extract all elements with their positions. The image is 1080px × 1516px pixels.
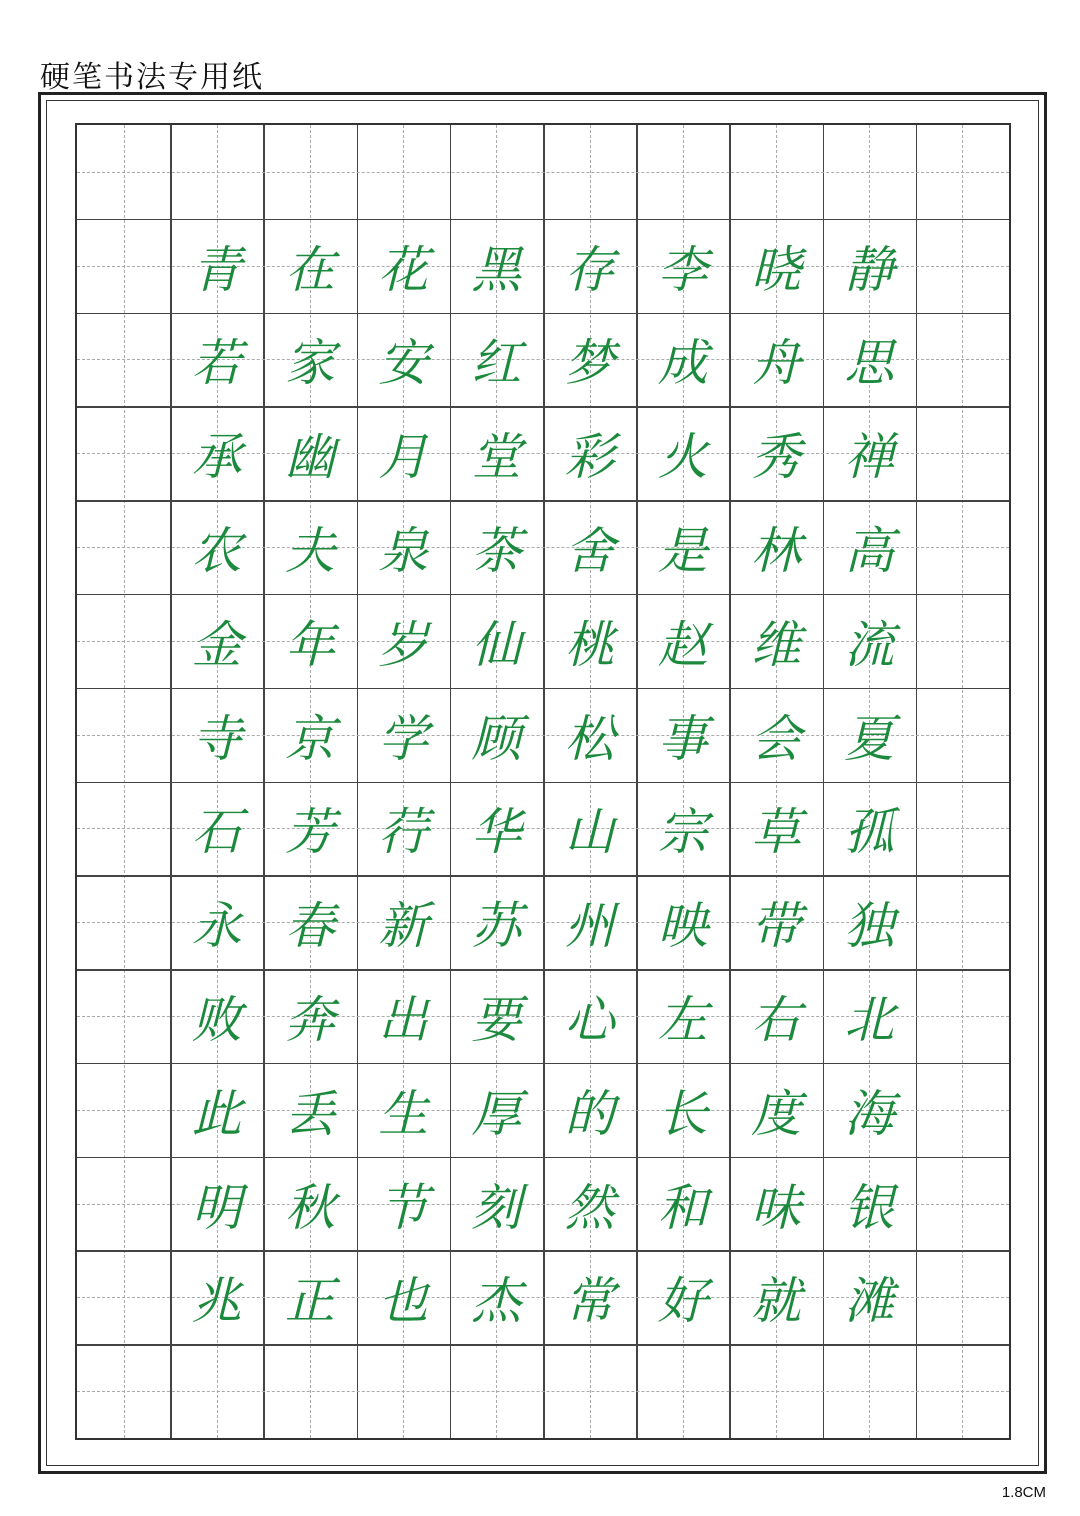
calligraphy-character: 李 [657, 240, 708, 299]
calligraphy-character: 银 [844, 1178, 895, 1237]
calligraphy-character: 永 [191, 897, 242, 956]
calligraphy-character: 长 [657, 1084, 708, 1143]
calligraphy-character: 孤 [844, 803, 895, 862]
calligraphy-character: 独 [844, 897, 895, 956]
calligraphy-character: 安 [378, 334, 429, 393]
calligraphy-character: 宗 [657, 803, 708, 862]
calligraphy-character: 节 [378, 1178, 429, 1237]
calligraphy-character: 映 [657, 897, 708, 956]
calligraphy-character: 心 [564, 990, 615, 1049]
calligraphy-character: 北 [844, 990, 895, 1049]
calligraphy-character: 味 [750, 1178, 801, 1237]
calligraphy-character: 花 [378, 240, 429, 299]
calligraphy-character: 苏 [471, 897, 522, 956]
calligraphy-character: 奔 [284, 990, 335, 1049]
grid-hdash [77, 1391, 1009, 1392]
calligraphy-character: 草 [750, 803, 801, 862]
calligraphy-character: 就 [750, 1272, 801, 1331]
calligraphy-character: 正 [284, 1272, 335, 1331]
calligraphy-character: 松 [564, 709, 615, 768]
calligraphy-character: 静 [844, 240, 895, 299]
calligraphy-character: 右 [750, 990, 801, 1049]
calligraphy-character: 此 [191, 1084, 242, 1143]
calligraphy-character: 高 [844, 522, 895, 581]
calligraphy-character: 若 [191, 334, 242, 393]
calligraphy-character: 流 [844, 615, 895, 674]
calligraphy-character: 桃 [564, 615, 615, 674]
scale-label: 1.8CM [1001, 1484, 1046, 1501]
calligraphy-character: 红 [471, 334, 522, 393]
calligraphy-character: 在 [284, 240, 335, 299]
calligraphy-character: 林 [750, 522, 801, 581]
calligraphy-character: 生 [378, 1084, 429, 1143]
calligraphy-character: 秀 [750, 428, 801, 487]
calligraphy-character: 带 [750, 897, 801, 956]
calligraphy-character: 会 [750, 709, 801, 768]
calligraphy-character: 好 [657, 1272, 708, 1331]
calligraphy-character: 农 [191, 522, 242, 581]
calligraphy-character: 月 [378, 428, 429, 487]
calligraphy-character: 丢 [284, 1084, 335, 1143]
calligraphy-character: 茶 [471, 522, 522, 581]
calligraphy-character: 金 [191, 615, 242, 674]
calligraphy-character: 也 [378, 1272, 429, 1331]
calligraphy-character: 舟 [750, 334, 801, 393]
calligraphy-character: 顾 [471, 709, 522, 768]
calligraphy-character: 厚 [471, 1084, 522, 1143]
calligraphy-character: 春 [284, 897, 335, 956]
calligraphy-character: 败 [191, 990, 242, 1049]
calligraphy-character: 寺 [191, 709, 242, 768]
calligraphy-character: 成 [657, 334, 708, 393]
calligraphy-character: 的 [564, 1084, 615, 1143]
calligraphy-character: 杰 [471, 1272, 522, 1331]
calligraphy-character: 年 [284, 615, 335, 674]
calligraphy-character: 黑 [471, 240, 522, 299]
calligraphy-character: 梦 [564, 334, 615, 393]
calligraphy-character: 海 [844, 1084, 895, 1143]
calligraphy-character: 州 [564, 897, 615, 956]
calligraphy-character: 华 [471, 803, 522, 862]
calligraphy-character: 舍 [564, 522, 615, 581]
calligraphy-character: 秋 [284, 1178, 335, 1237]
calligraphy-character: 泉 [378, 522, 429, 581]
calligraphy-character: 存 [564, 240, 615, 299]
calligraphy-character: 事 [657, 709, 708, 768]
calligraphy-character: 荇 [378, 803, 429, 862]
calligraphy-character: 芳 [284, 803, 335, 862]
grid-hline [77, 1344, 1009, 1346]
calligraphy-character: 夏 [844, 709, 895, 768]
calligraphy-character: 要 [471, 990, 522, 1049]
calligraphy-character: 明 [191, 1178, 242, 1237]
calligraphy-character: 石 [191, 803, 242, 862]
calligraphy-character: 晓 [750, 240, 801, 299]
calligraphy-character: 彩 [564, 428, 615, 487]
calligraphy-character: 禅 [844, 428, 895, 487]
calligraphy-character: 新 [378, 897, 429, 956]
calligraphy-character: 家 [284, 334, 335, 393]
calligraphy-character: 兆 [191, 1272, 242, 1331]
calligraphy-character: 常 [564, 1272, 615, 1331]
calligraphy-character: 维 [750, 615, 801, 674]
calligraphy-character: 京 [284, 709, 335, 768]
calligraphy-character: 仙 [471, 615, 522, 674]
calligraphy-character: 左 [657, 990, 708, 1049]
calligraphy-character: 青 [191, 240, 242, 299]
calligraphy-character: 岁 [378, 615, 429, 674]
practice-grid [75, 123, 1011, 1440]
calligraphy-character: 学 [378, 709, 429, 768]
calligraphy-character: 是 [657, 522, 708, 581]
grid-hdash [77, 172, 1009, 173]
calligraphy-character: 堂 [471, 428, 522, 487]
calligraphy-character: 度 [750, 1084, 801, 1143]
calligraphy-character: 然 [564, 1178, 615, 1237]
calligraphy-character: 火 [657, 428, 708, 487]
calligraphy-character: 山 [564, 803, 615, 862]
calligraphy-character: 出 [378, 990, 429, 1049]
calligraphy-character: 赵 [657, 615, 708, 674]
calligraphy-character: 和 [657, 1178, 708, 1237]
calligraphy-character: 承 [191, 428, 242, 487]
page-title: 硬笔书法专用纸 [40, 60, 264, 95]
calligraphy-character: 思 [844, 334, 895, 393]
calligraphy-character: 滩 [844, 1272, 895, 1331]
calligraphy-character: 夫 [284, 522, 335, 581]
calligraphy-character: 刻 [471, 1178, 522, 1237]
calligraphy-character: 幽 [284, 428, 335, 487]
